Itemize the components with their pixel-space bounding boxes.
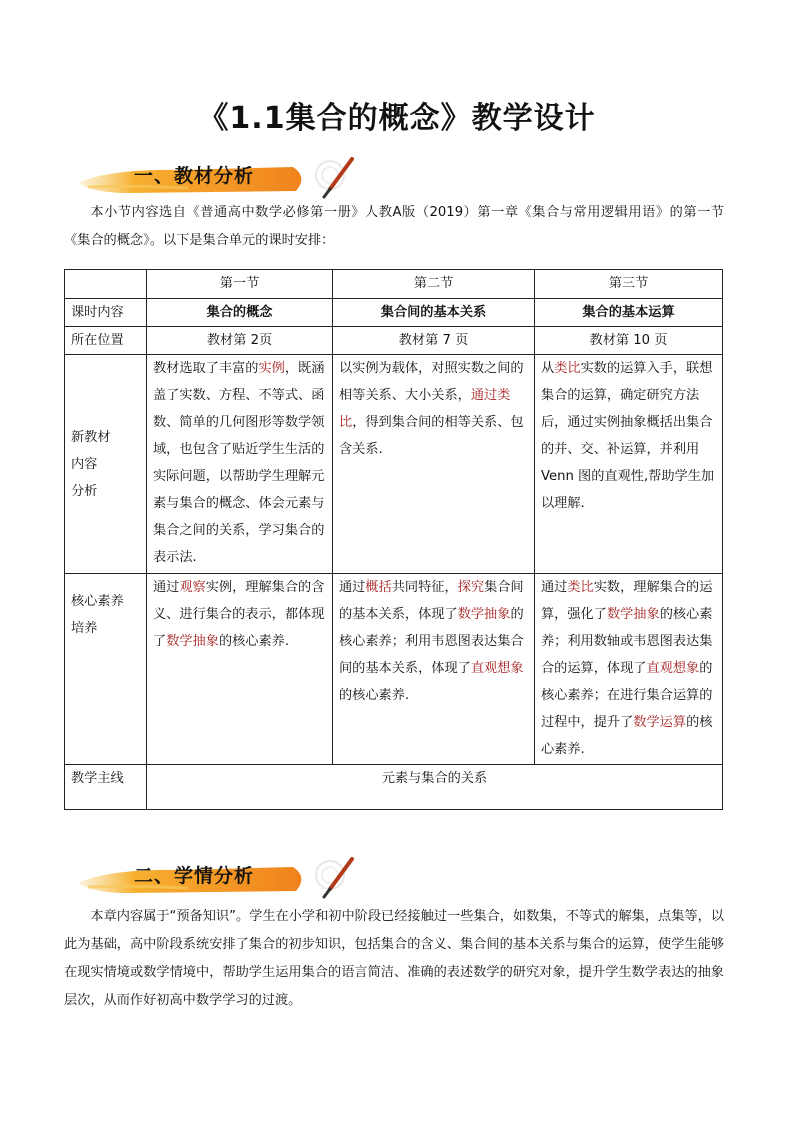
label-line: 内容 — [71, 456, 98, 472]
text-run: ，既涵盖了实数、方程、不等式、函数、简单的几何图形等数学领域，也包含了贴近学生生活的实际问题，以帮助学生理解元素与集合的概念、体会元素与集合之间的关系，学习集合的表示法. — [153, 361, 325, 565]
text-run: 的核心素养；利用数轴或韦恩图表达集合的运算，体现了 — [541, 607, 713, 676]
row-label-literacy — [65, 574, 147, 765]
text-run: 通过 — [339, 580, 366, 595]
emphasis-text: 类比 — [567, 580, 594, 595]
emphasis-text: 数学抽象 — [606, 607, 660, 622]
label-line: 分析 — [71, 483, 98, 499]
cell-mainline: 元素与集合的关系 — [147, 765, 723, 810]
emphasis-text: 类比 — [554, 361, 581, 376]
label-line: 培养 — [71, 621, 98, 636]
cell-location-2: 教材第 7 页 — [333, 327, 535, 355]
text-run: 集合间的基本关系，体现了 — [339, 580, 524, 622]
text-run: 通过 — [153, 580, 180, 595]
emphasis-text: 直观想象 — [646, 661, 700, 676]
table-row-location — [65, 327, 723, 355]
row-label-mainline: 教学主线 — [65, 765, 147, 810]
header-empty-cell — [65, 270, 147, 299]
header-section-1: 第一节 — [147, 270, 333, 299]
cell-analysis-2 — [333, 355, 535, 574]
section-heading-students: 二、学情分析 — [134, 865, 255, 887]
text-run: 共同特征， — [391, 580, 458, 595]
header-section-3: 第三节 — [535, 270, 723, 299]
emphasis-text: 探究 — [457, 580, 485, 595]
label-line: 核心素养 — [71, 594, 124, 609]
emphasis-text: 概括 — [365, 580, 392, 595]
text-run: 的核心素养. — [218, 634, 290, 649]
text-run: 实例，理解集合的含义、进行集合的表示，都体现了 — [153, 580, 325, 649]
cell-literacy-3 — [535, 574, 723, 765]
table-row-analysis — [65, 355, 723, 574]
cell-literacy-2 — [333, 574, 535, 765]
emphasis-text: 数学运算 — [633, 715, 687, 730]
text-run: ，得到集合间的相等关系、包含关系. — [339, 415, 524, 457]
cell-location-3: 教材第 10 页 — [535, 327, 723, 355]
header-section-2: 第二节 — [333, 270, 535, 299]
section-banner-materials — [68, 155, 368, 199]
text-run: 通过 — [541, 580, 568, 595]
text-run: 的核心素养. — [339, 688, 410, 703]
row-label-content: 课时内容 — [65, 299, 147, 327]
cell-analysis-1 — [147, 355, 333, 574]
table-row-literacy — [65, 574, 723, 765]
emphasis-text: 数学抽象 — [166, 634, 219, 649]
section-heading-materials: 一、教材分析 — [134, 165, 255, 187]
emphasis-text: 数学抽象 — [457, 607, 511, 622]
text-run: 的核心素养. — [541, 715, 713, 757]
cell-literacy-1 — [147, 574, 333, 765]
analysis-paragraph: 本章内容属于“预备知识”。学生在小学和初中阶段已经接触过一些集合，如数集，不等式的解集，点集等，以此为基础，高中阶段系统安排了集合的初步知识，包括集合的含义、集合间的基本关系与集合的运算，使学生能够在现实情境或数学情境中，帮助学生运用集合的语言简洁、准确的表述数学的研究对象，提升学生数学表达的抽象层次，从而作好初高中数学学习的过渡。 — [64, 909, 724, 1008]
text-run: 教材选取了丰富的 — [153, 361, 259, 376]
cell-analysis-3 — [535, 355, 723, 574]
intro-paragraph: 本小节内容选自《普通高中数学必修第一册》人教A版（2019）第一章《集合与常用逻辑用语》的第一节《集合的概念》。以下是集合单元的课时安排： — [64, 205, 724, 248]
page-title: 《1.1集合的概念》教学设计 — [198, 101, 596, 136]
text-run: 实数，理解集合的运算，强化了 — [541, 580, 713, 622]
cell-content-2: 集合间的基本关系 — [333, 299, 535, 327]
section-banner-students — [68, 855, 368, 899]
text-run: 以实例为载体，对照实数之间的相等关系、大小关系， — [339, 361, 524, 403]
text-run: 的核心素养；利用韦恩图表达集合间的基本关系，体现了 — [339, 607, 524, 676]
text-run: 从 — [541, 361, 555, 376]
table-row-content — [65, 299, 723, 327]
emphasis-text: 观察 — [179, 580, 206, 595]
cell-content-3: 集合的基本运算 — [535, 299, 723, 327]
row-label-location: 所在位置 — [65, 327, 147, 355]
cell-content-1: 集合的概念 — [147, 299, 333, 327]
table-header-row — [65, 270, 723, 299]
table-row-mainline — [65, 765, 723, 810]
text-run: 实数的运算入手，联想集合的运算，确定研究方法后，通过实例抽象概括出集合的并、交、补运算，并利用 Venn 图的直观性,帮助学生加以理解. — [541, 361, 715, 511]
lesson-plan-table — [64, 269, 723, 810]
emphasis-text: 通过类比 — [339, 388, 511, 430]
emphasis-text: 实例 — [258, 361, 285, 376]
label-line: 新教材 — [71, 429, 111, 445]
cell-location-1: 教材第 2页 — [147, 327, 333, 355]
text-run: 的核心素养；在进行集合运算的过程中，提升了 — [541, 661, 713, 730]
row-label-analysis — [65, 355, 147, 574]
emphasis-text: 直观想象 — [470, 661, 524, 676]
